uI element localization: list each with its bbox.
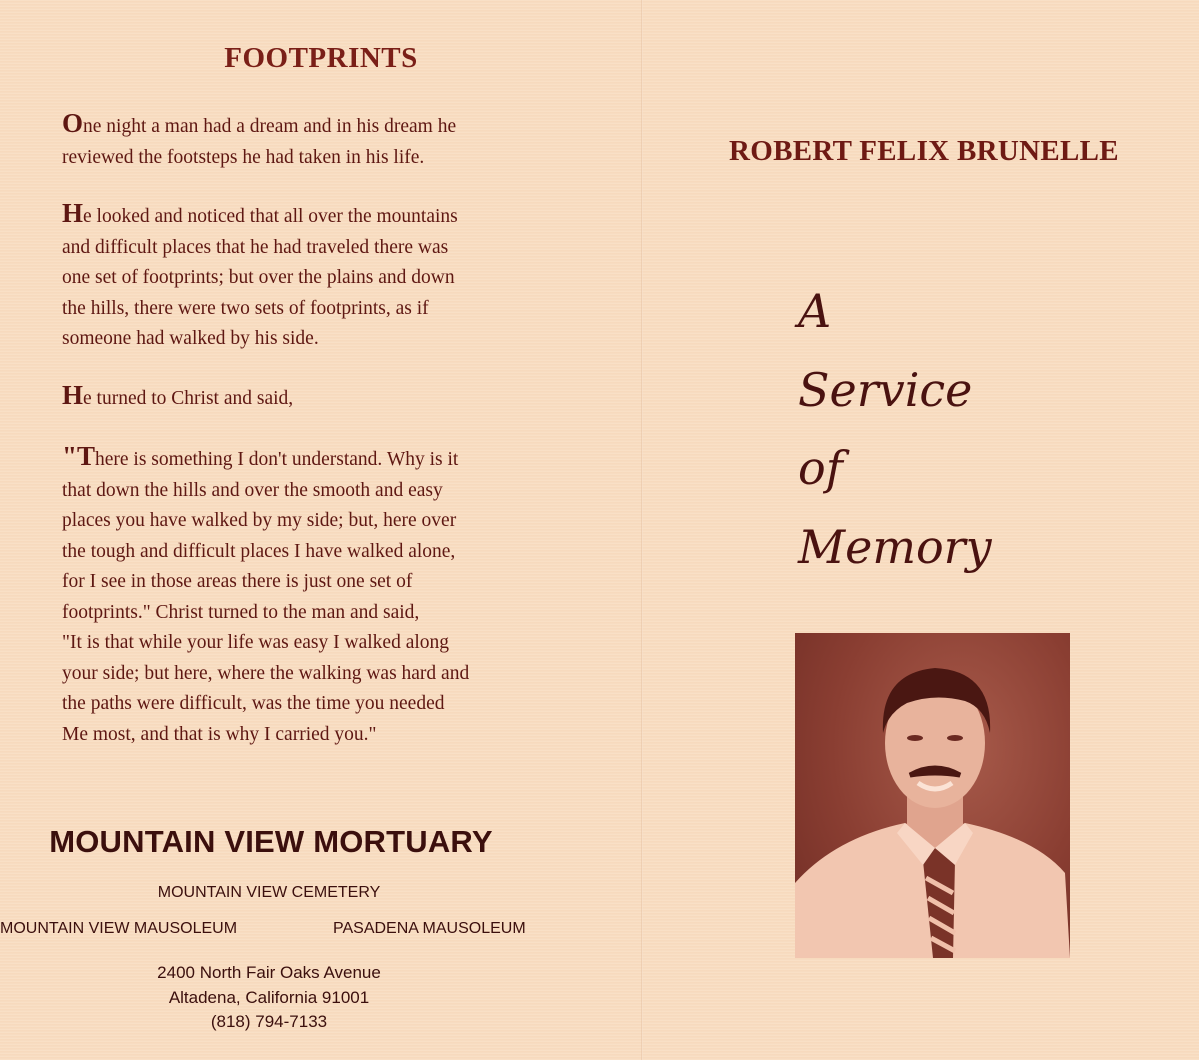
poem-line: He turned to Christ and said, — [62, 380, 294, 410]
drop-cap: O — [62, 108, 84, 138]
poem-line: One night a man had a dream and in his dream he — [62, 108, 457, 138]
poem-line: someone had walked by his side. — [62, 328, 319, 349]
cemetery-name: MOUNTAIN VIEW CEMETERY — [157, 884, 381, 901]
service-title-word: A — [798, 284, 832, 338]
poem-title: FOOTPRINTS — [224, 42, 418, 74]
poem-paragraph — [62, 380, 602, 415]
service-title-word: Service — [798, 363, 973, 417]
poem-line: places you have walked by my side; but, here over — [62, 510, 457, 531]
eye-left — [907, 735, 923, 741]
poem-paragraph — [62, 441, 602, 750]
phone-number: (818) 794-7133 — [210, 1012, 328, 1031]
poem-line: the paths were difficult, was the time you needed — [62, 693, 445, 714]
service-title-word: Memory — [798, 520, 992, 574]
poem-line: that down the hills and over the smooth and easy — [62, 479, 443, 501]
poem-paragraph — [62, 108, 602, 173]
eye-right — [947, 735, 963, 741]
address-line-2: Altadena, California 91001 — [168, 988, 370, 1007]
poem-line: reviewed the footsteps he had taken in his life. — [62, 146, 425, 168]
poem-line: the tough and difficult places I have walked alone, — [62, 540, 456, 562]
mausoleum-left: MOUNTAIN VIEW MAUSOLEUM — [0, 920, 238, 937]
poem-line: and difficult places that he had traveled there was — [62, 236, 449, 258]
portrait-photo — [795, 633, 1070, 958]
poem-line: for I see in those areas there is just one set of — [62, 571, 413, 592]
mortuary-name: MOUNTAIN VIEW MORTUARY — [49, 824, 493, 859]
drop-cap: "T — [62, 441, 95, 471]
mustache-shape — [910, 768, 960, 775]
drop-cap: H — [62, 198, 84, 228]
poem-paragraph — [62, 198, 602, 355]
poem-line: your side; but here, where the walking was hard and — [62, 662, 470, 684]
poem-line: the hills, there were two sets of footprints, as if — [62, 297, 429, 319]
poem-line: "There is something I don't understand. Why is it — [62, 441, 459, 471]
poem-line: He looked and noticed that all over the mountains — [62, 198, 458, 228]
poem-line: one set of footprints; but over the plains and down — [62, 267, 455, 288]
deceased-name: ROBERT FELIX BRUNELLE — [729, 135, 1119, 167]
drop-cap: H — [62, 380, 84, 410]
portrait-illustration — [795, 633, 1070, 958]
service-title-word: of — [798, 441, 843, 495]
mausoleum-right: PASADENA MAUSOLEUM — [333, 920, 526, 937]
poem-line: "It is that while your life was easy I walked along — [62, 632, 450, 653]
right-panel — [643, 0, 1199, 1060]
poem-line: footprints." Christ turned to the man and said, — [62, 601, 420, 623]
poem-line: Me most, and that is why I carried you." — [62, 723, 377, 745]
address-line-1: 2400 North Fair Oaks Avenue — [157, 963, 381, 982]
